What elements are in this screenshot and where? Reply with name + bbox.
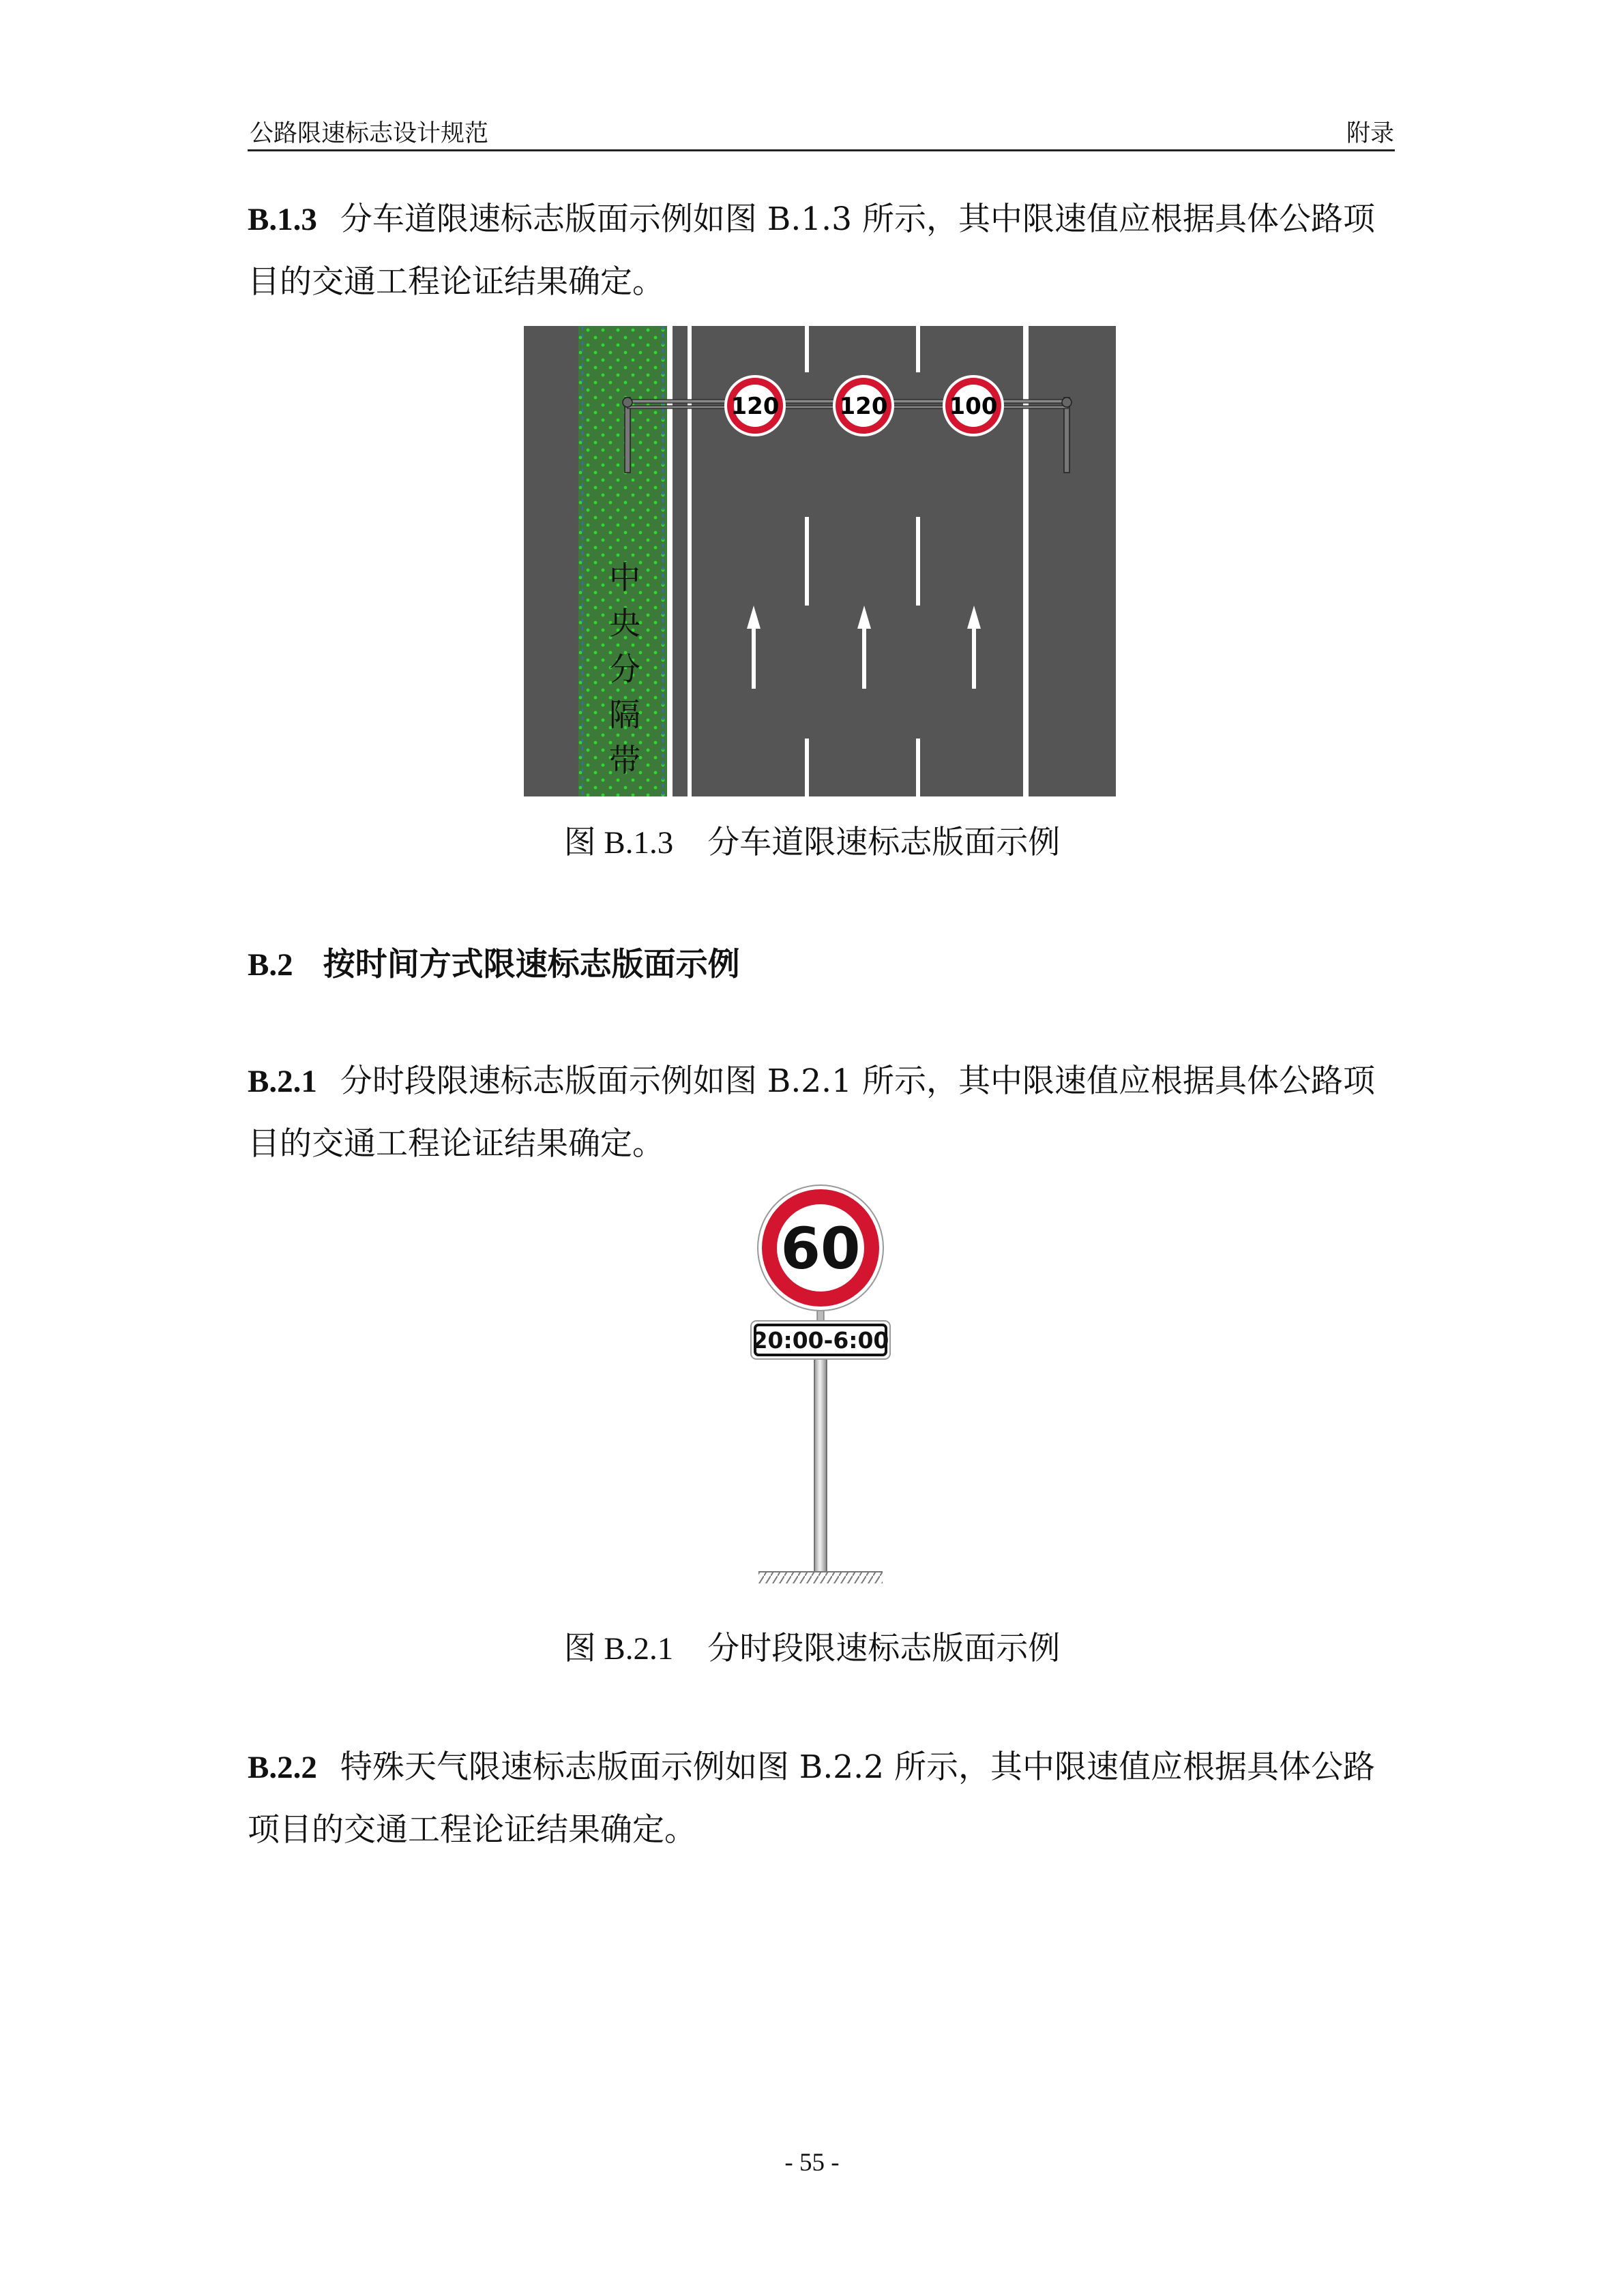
header-title: 公路限速标志设计规范 [250,120,489,147]
time-period-speed-sign-figure [743,1183,900,1602]
clause-text-cont: 目的交通工程论证结果确定。 [248,263,664,301]
header-section: 附录 [1346,120,1394,147]
speed-sign-lane-1 [726,376,784,435]
paragraph-b21 [248,1050,1400,1176]
speed-sign-lane-2 [834,376,893,435]
svg-text:分: 分 [609,651,640,687]
clause-text: 分时段限速标志版面示例如图 B.2.1 所示，其中限速值应根据具体公路项 [340,1062,1375,1100]
speed-value-lane-1: 120 [730,393,780,420]
paragraph-b22 [248,1736,1400,1862]
speed-value: 60 [780,1215,861,1282]
median-label [609,559,640,779]
header-divider [248,149,1395,151]
caption-number: 图 B.2.1 [563,1631,674,1667]
clause-text: 特殊天气限速标志版面示例如图 B.2.2 所示，其中限速值应根据具体公路 [340,1748,1375,1786]
figure-caption-b13 [0,817,1624,863]
speed-sign-lane-3 [944,376,1003,435]
clause-number: B.2.1 [248,1064,317,1099]
caption-text: 分车道限速标志版面示例 [707,824,1061,861]
page-number: - 55 - [784,2149,840,2177]
speed-limit-sign [758,1185,883,1311]
svg-text:隔: 隔 [609,696,640,733]
lane-speed-limit-figure [524,326,1116,796]
clause-number: B.1.3 [248,202,317,237]
road-left-section [524,326,578,796]
caption-number: 图 B.1.3 [563,825,674,861]
sign-pole [814,1354,827,1572]
caption-text: 分时段限速标志版面示例 [707,1630,1061,1667]
ground-hatch [758,1572,883,1583]
section-title: 按时间方式限速标志版面示例 [323,946,740,983]
time-period-plate [751,1321,890,1359]
time-period-text: 20:00-6:00 [752,1327,889,1354]
clause-text-cont: 目的交通工程论证结果确定。 [248,1125,664,1163]
figure-caption-b21 [0,1623,1624,1669]
svg-text:央: 央 [609,605,640,642]
road-right-section [1029,326,1116,796]
clause-number: B.2.2 [248,1750,317,1785]
speed-value-lane-2: 120 [839,393,888,420]
svg-text:中: 中 [609,559,640,596]
speed-value-lane-3: 100 [949,393,998,420]
section-number: B.2 [248,947,293,983]
paragraph-b13 [248,188,1400,314]
clause-text-cont: 项目的交通工程论证结果确定。 [248,1811,696,1849]
svg-text:带: 带 [609,742,640,779]
clause-text: 分车道限速标志版面示例如图 B.1.3 所示，其中限速值应根据具体公路项 [340,200,1375,238]
section-heading-b2 [248,939,740,985]
